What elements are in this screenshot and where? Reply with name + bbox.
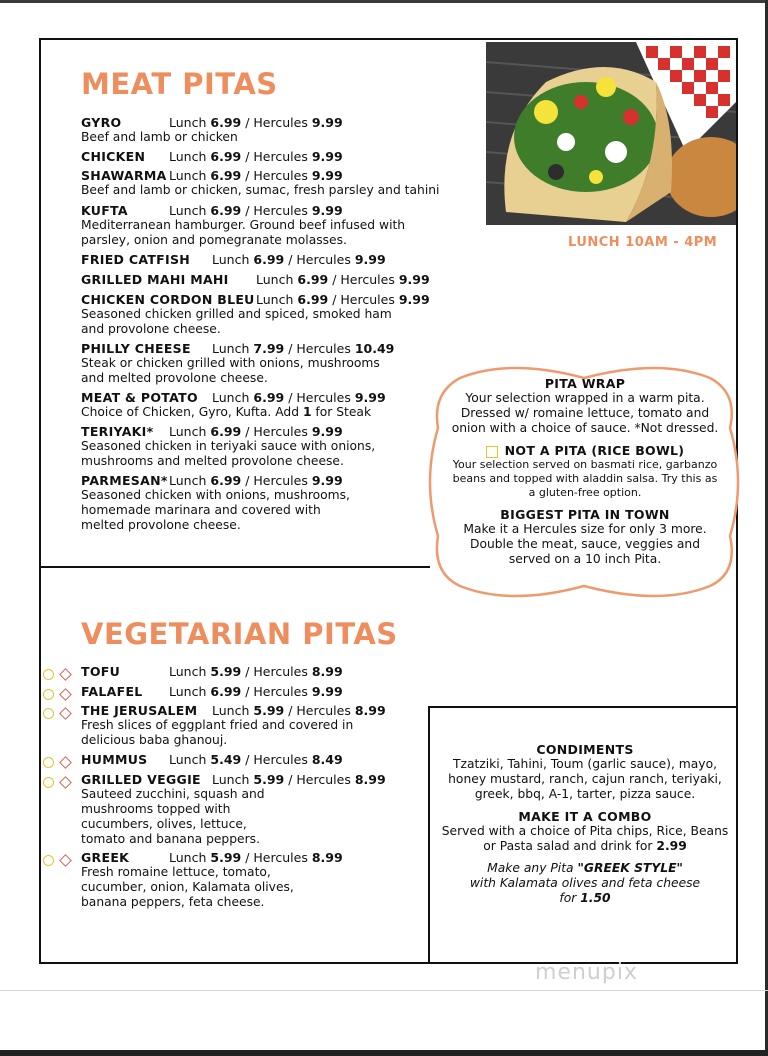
- pita-photo: [486, 42, 736, 225]
- item-price: Lunch 6.99 / Hercules 9.99: [169, 473, 343, 488]
- item-price: Lunch 6.99 / Hercules 9.99: [256, 292, 430, 307]
- item-price: Lunch 5.49 / Hercules 8.49: [169, 752, 343, 767]
- vegan-circle-icon: [43, 708, 54, 719]
- vegan-circle-icon: [43, 757, 54, 768]
- gluten-diamond-icon: [59, 776, 72, 789]
- item-price: Lunch 6.99 / Hercules 9.99: [169, 149, 343, 164]
- menu-item-chicken: [81, 149, 343, 164]
- condiments-section: [440, 742, 730, 906]
- item-price: Lunch 6.99 / Hercules 9.99: [169, 203, 343, 218]
- biggest-pita-title: BIGGEST PITA IN TOWN: [500, 507, 670, 522]
- menu-item-teriyaki: [81, 424, 401, 469]
- item-price: Lunch 6.99 / Hercules 9.99: [212, 390, 386, 405]
- menu-item-meat-potato: [81, 390, 421, 420]
- menu-item-falafel: [81, 684, 343, 699]
- combo-body: Served with a choice of Pita chips, Rice, Beans or Pasta salad and drink for 2.99: [441, 824, 729, 853]
- item-name: GYRO: [81, 115, 122, 130]
- item-name: CHICKEN CORDON BLEU: [81, 292, 255, 307]
- greek-style-note: Make any Pita "GREEK STYLE" with Kalamata olives and feta cheese for 1.50: [469, 861, 701, 905]
- item-price: Lunch 6.99 / Hercules 9.99: [169, 424, 343, 439]
- item-price: Lunch 6.99 / Hercules 9.99: [169, 684, 343, 699]
- item-name: SHAWARMA: [81, 168, 167, 183]
- menu-item-chicken-cordon-bleu: [81, 292, 430, 337]
- menu-item-fried-catfish: [81, 252, 386, 267]
- item-name: GRILLED VEGGIE: [81, 772, 201, 787]
- menu-item-grilled-veggie: [81, 772, 386, 847]
- item-name: THE JERUSALEM: [81, 703, 198, 718]
- pita-wrap-info: [450, 376, 720, 567]
- vegan-circle-icon: [43, 855, 54, 866]
- combo-title: MAKE IT A COMBO: [518, 809, 652, 824]
- page-edge: [0, 1050, 768, 1056]
- menu-item-kufta: [81, 203, 426, 248]
- menu-item-greek: [81, 850, 343, 910]
- menu-item-gyro: [81, 115, 343, 145]
- item-price: Lunch 5.99 / Hercules 8.99: [212, 772, 386, 787]
- pita-wrap-body: Your selection wrapped in a warm pita. Dressed w/ romaine lettuce, tomato and onion with a choice of sauce. *Not dressed.: [451, 391, 719, 435]
- watermark-logo: menupix: [535, 960, 638, 985]
- item-price: Lunch 6.99 / Hercules 9.99: [256, 272, 430, 287]
- condiments-title: CONDIMENTS: [536, 742, 634, 757]
- item-name: PARMESAN*: [81, 473, 168, 488]
- item-desc: Beef and lamb or chicken, sumac, fresh parsley and tahini: [81, 183, 440, 197]
- pita-wrap-title: PITA WRAP: [544, 376, 626, 391]
- rice-bowl-body: Your selection served on basmati rice, garbanzo beans and topped with aladdin salsa. Try this as a gluten-free option.: [452, 458, 718, 499]
- gluten-diamond-icon: [59, 688, 72, 701]
- rice-bowl-checkbox-icon: [486, 446, 498, 458]
- vegan-circle-icon: [43, 777, 54, 788]
- page-edge: [0, 0, 768, 3]
- lunch-hours: LUNCH 10AM - 4PM: [568, 235, 718, 250]
- item-desc: Choice of Chicken, Gyro, Kufta. Add 1 for Steak: [81, 405, 372, 419]
- item-price: Lunch 6.99 / Hercules 9.99: [169, 115, 343, 130]
- vegetarian-pitas-title: VEGETARIAN PITAS: [81, 617, 398, 651]
- pita-illustration: [486, 42, 736, 225]
- menu-item-philly-cheese: [81, 341, 395, 386]
- item-name: CHICKEN: [81, 149, 146, 164]
- menu-item-parmesan: [81, 473, 366, 533]
- gluten-diamond-icon: [59, 668, 72, 681]
- meat-pitas-title: MEAT PITAS: [81, 67, 278, 101]
- vegan-circle-icon: [43, 689, 54, 700]
- gluten-diamond-icon: [59, 854, 72, 867]
- item-name: TOFU: [81, 664, 121, 679]
- item-desc: Seasoned chicken grilled and spiced, smoked ham and provolone cheese.: [81, 307, 392, 336]
- item-price: Lunch 5.99 / Hercules 8.99: [212, 703, 386, 718]
- item-price: Lunch 7.99 / Hercules 10.49: [212, 341, 395, 356]
- menu-item-the-jerusalem: [81, 703, 386, 748]
- veg-icons: [43, 772, 70, 791]
- item-name: HUMMUS: [81, 752, 148, 767]
- item-name: GREEK: [81, 850, 130, 865]
- veg-icons: [43, 664, 70, 683]
- item-name: FRIED CATFISH: [81, 252, 191, 267]
- item-name: PHILLY CHEESE: [81, 341, 191, 356]
- item-price: Lunch 6.99 / Hercules 9.99: [212, 252, 386, 267]
- gluten-diamond-icon: [59, 756, 72, 769]
- item-price: Lunch 5.99 / Hercules 8.99: [169, 850, 343, 865]
- vegan-circle-icon: [43, 669, 54, 680]
- condiments-body: Tzatziki, Tahini, Toum (garlic sauce), mayo, honey mustard, ranch, cajun ranch, teriyaki, greek, bbq, A-1, tarter, pizza sauce.: [448, 757, 722, 801]
- menu-item-grilled-mahi-mahi: [81, 272, 430, 287]
- item-name: GRILLED MAHI MAHI: [81, 272, 229, 287]
- item-name: MEAT & POTATO: [81, 390, 198, 405]
- veg-icons: [43, 703, 70, 722]
- item-name: KUFTA: [81, 203, 128, 218]
- page-fold-line: [0, 990, 768, 991]
- item-desc: Steak or chicken grilled with onions, mushrooms and melted provolone cheese.: [81, 356, 380, 385]
- menu-item-hummus: [81, 752, 343, 767]
- gluten-diamond-icon: [59, 707, 72, 720]
- menu-item-shawarma: [81, 168, 439, 198]
- item-price: Lunch 5.99 / Hercules 8.99: [169, 664, 343, 679]
- item-name: TERIYAKI*: [81, 424, 154, 439]
- item-desc: Fresh slices of eggplant fried and covered in delicious baba ghanouj.: [81, 718, 354, 747]
- menu-item-tofu: [81, 664, 343, 679]
- section-divider: [40, 566, 430, 568]
- rice-bowl-title: NOT A PITA (RICE BOWL): [450, 443, 720, 458]
- veg-icons: [43, 684, 70, 703]
- item-desc: Seasoned chicken with onions, mushrooms, homemade marinara and covered with melted provolone cheese.: [81, 488, 350, 532]
- veg-icons: [43, 752, 70, 771]
- biggest-pita-body: Make it a Hercules size for only 3 more. Double the meat, sauce, veggies and served on a 10 inch Pita.: [463, 522, 707, 566]
- item-name: FALAFEL: [81, 684, 143, 699]
- veg-icons: [43, 850, 70, 869]
- item-desc: Beef and lamb or chicken: [81, 130, 238, 144]
- item-price: Lunch 6.99 / Hercules 9.99: [169, 168, 343, 183]
- item-desc: Sauteed zucchini, squash and mushrooms topped with cucumbers, olives, lettuce, tomato and banana peppers.: [81, 787, 265, 846]
- item-desc: Fresh romaine lettuce, tomato, cucumber, onion, Kalamata olives, banana peppers, feta cheese.: [81, 865, 294, 909]
- item-desc: Mediterranean hamburger. Ground beef infused with parsley, onion and pomegranate molasses.: [81, 218, 406, 247]
- item-desc: Seasoned chicken in teriyaki sauce with onions, mushrooms and melted provolone cheese.: [81, 439, 376, 468]
